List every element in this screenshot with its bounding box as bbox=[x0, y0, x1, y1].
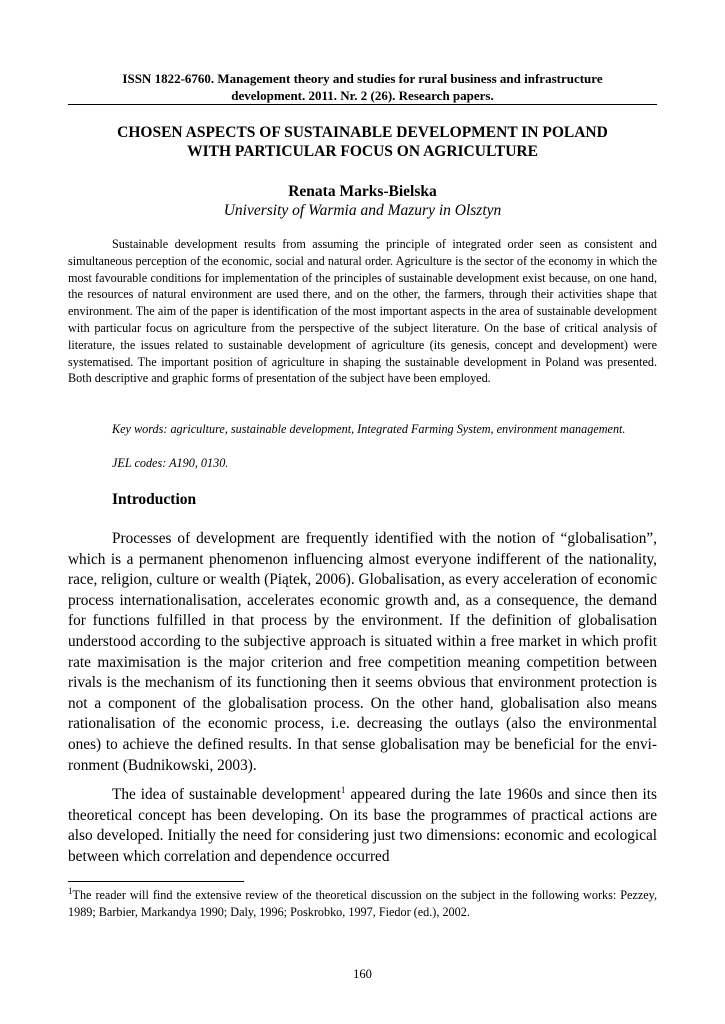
journal-header-line-2: development. 2011. Nr. 2 (26). Research papers. bbox=[231, 88, 494, 103]
paper-title bbox=[68, 123, 657, 161]
paragraph-2-text-end: appeared during the late 1960s and since then its theoretical concept has been developing. On its base the programmes of practical actions are also developed. Initially the need for considering just two dimensions: economic and ecological between which correlation and dependence occurred bbox=[68, 786, 657, 865]
author-name: Renata Marks-Bielska bbox=[288, 183, 437, 200]
footnote-text: The reader will find the extensive review of the theoretical discussion on the subject in the following works: Pezzey, 1989; Barbier, Markandya 1990; Daly, 1996; Poskrobko, 1997, Fiedor (ed.), 2002. bbox=[68, 888, 657, 919]
jel-codes: JEL codes: A190, 0130. bbox=[112, 456, 229, 470]
abstract-text: Sustainable development results from assuming the principle of integrated order seen as consistent and simultaneous perception of the economic, social and natural order. Agriculture is the sector of the economy in which the most favourable conditions for implementation of the principles of sustainable development exist because, on one hand, the resources of natural environment are used there, and on the other, the farmers, through their activities shape that environment. The aim of the paper is identification of the most important aspects in the area of sustainable development with particular focus on agriculture from the perspective of the subject literature. On the base of critical analysis of literature, the issues related to sustainable development of agriculture (its genesis, concept and development) were systematised. The important position of agriculture in shaping the sustainable development in Poland was presented. Both descriptive and graphic forms of presentation of the subject have been employed. bbox=[68, 237, 657, 386]
paper-title-line-1: CHOSEN ASPECTS OF SUSTAINABLE DEVELOPMENT IN POLAND bbox=[117, 124, 608, 141]
journal-header-line-1: ISSN 1822-6760. Management theory and studies for rural business and infrastructure bbox=[122, 71, 603, 86]
paper-title-line-2: WITH PARTICULAR FOCUS ON AGRICULTURE bbox=[187, 143, 538, 160]
paragraph-2-text-start: The idea of sustainable development bbox=[112, 786, 341, 803]
footnote bbox=[68, 887, 657, 921]
author-affiliation: University of Warmia and Mazury in Olsztyn bbox=[223, 202, 502, 219]
footnote-divider bbox=[68, 881, 244, 882]
keywords: Key words: agriculture, sustainable development, Integrated Farming System, environment management. bbox=[112, 422, 626, 436]
introduction-paragraph-2 bbox=[68, 785, 657, 867]
introduction-paragraph-1: Processes of development are frequently identified with the notion of “globalisation”, which is a permanent phenomenon influencing almost everyone indifferent of the nationality, race, religion, culture or wealth (Piątek, 2006). Globalisation, as every acceleration of economic process internationalisation, accelerates economic growth and, as a consequence, the demand for functions fulfilled in that process by the environment. If the definition of globalisation understood according to the subjective approach is situated within a free market in which profit rate maximisation is the major criterion and free competition meaning competition between rivals is the mechanism of its functioning then it seems obvious that environment protection is not a component of the globalisation process. On the other hand, globalisation also means rationalisation of the economic process, i.e. decreasing the outlays (also the environmental ones) to achieve the defined results. In that sense globalisation may be beneficial for the environment (Budnikowski, 2003). bbox=[68, 530, 657, 774]
section-heading-introduction: Introduction bbox=[112, 491, 197, 508]
footnote-reference: 1 bbox=[340, 784, 346, 795]
footnote-marker: 1 bbox=[68, 885, 73, 896]
page-number: 160 bbox=[353, 967, 372, 981]
header-divider bbox=[68, 104, 657, 105]
journal-header bbox=[68, 70, 657, 104]
